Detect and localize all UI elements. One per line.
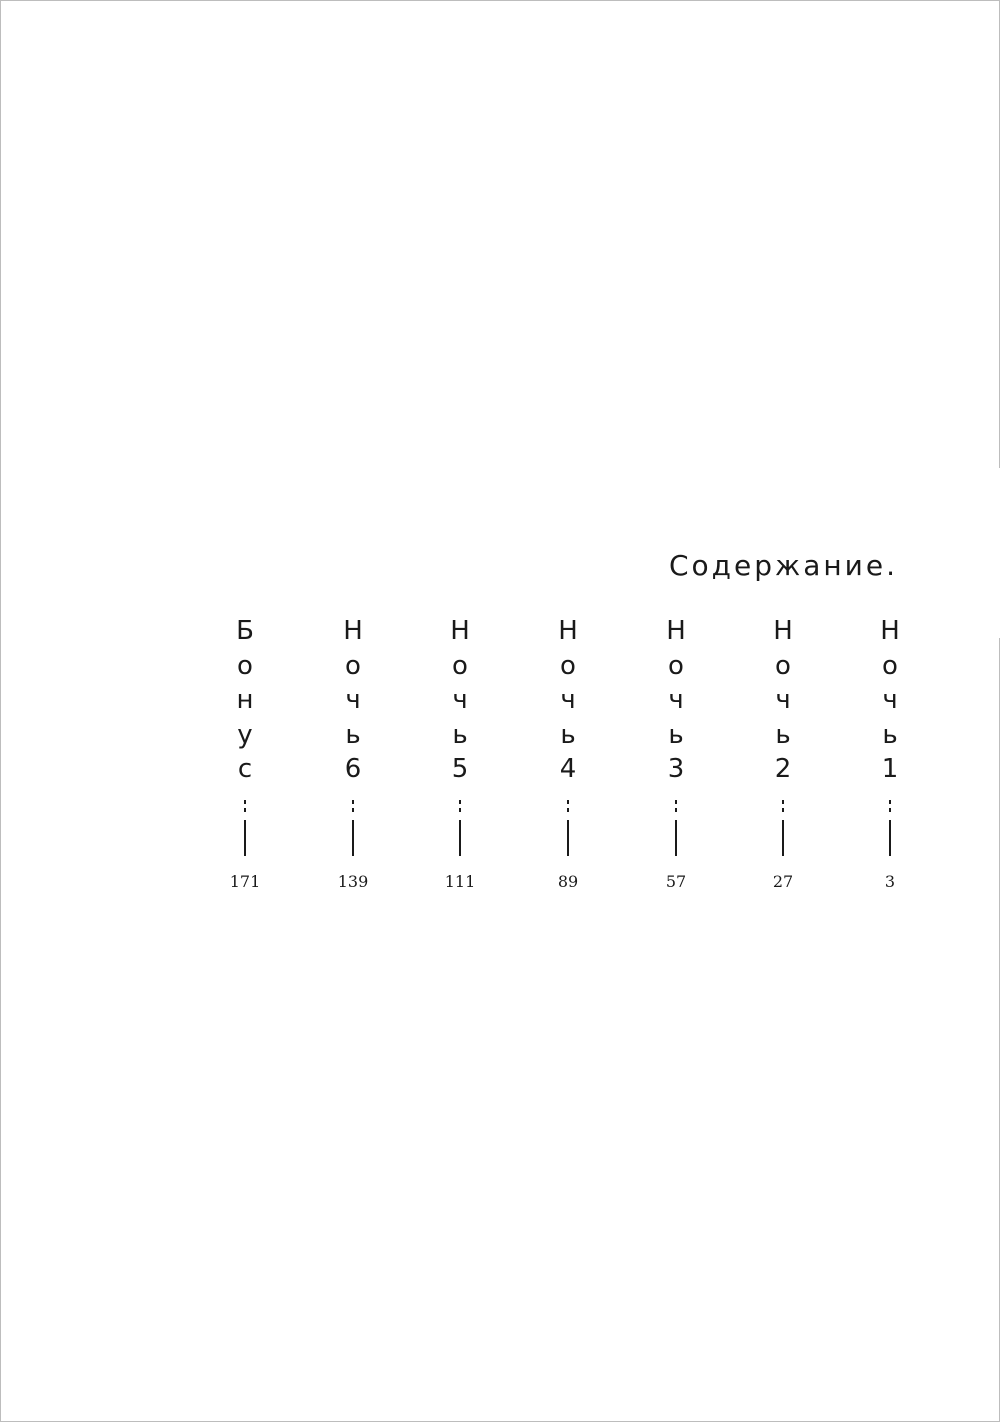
toc-leader <box>782 800 784 856</box>
toc-label-letter: у <box>237 719 253 750</box>
toc-label-letter: Н <box>450 616 470 646</box>
toc-label-letter: 2 <box>774 754 792 784</box>
toc-label-letter: о <box>882 650 898 681</box>
toc-label-letter: 6 <box>344 754 362 784</box>
toc-label-letter: Н <box>773 616 793 646</box>
toc-label-letter: Н <box>343 616 363 646</box>
toc-label-letter: 1 <box>881 754 899 784</box>
toc-entry-label <box>343 614 363 787</box>
toc-entry-label <box>558 614 578 787</box>
toc-leader <box>352 800 354 856</box>
toc-entry-label <box>773 614 793 787</box>
toc-label-letter: 3 <box>667 754 685 784</box>
toc-leader <box>889 800 891 856</box>
toc-page-number: 57 <box>665 872 687 891</box>
toc-label-letter: ч <box>882 685 898 715</box>
toc-label-letter: ь <box>668 719 684 750</box>
toc-label-letter: ь <box>452 719 468 750</box>
toc-label-letter: Н <box>666 616 686 646</box>
toc-label-letter: о <box>560 650 576 681</box>
toc-label-letter: ь <box>345 719 361 750</box>
toc-label-letter: ь <box>882 719 898 750</box>
toc-label-letter: ь <box>775 719 791 750</box>
toc-label-letter: о <box>452 650 468 681</box>
toc-label-letter: 5 <box>451 754 469 784</box>
toc-entry-label <box>236 614 254 787</box>
toc-leader <box>459 800 461 856</box>
toc-page-number: 111 <box>444 872 476 891</box>
toc-label-letter: Б <box>236 616 254 646</box>
toc-label-letter: Н <box>880 616 900 646</box>
toc-page-number: 139 <box>337 872 369 891</box>
toc-label-letter: 4 <box>559 754 577 784</box>
toc-page-number: 27 <box>772 872 794 891</box>
toc-label-letter: с <box>237 754 253 784</box>
toc-entry-night-2[interactable] <box>753 614 813 891</box>
toc-label-letter: о <box>345 650 361 681</box>
toc-label-letter: ч <box>345 685 361 715</box>
toc-page-number: 171 <box>229 872 261 891</box>
toc-leader <box>244 800 246 856</box>
toc-leader <box>675 800 677 856</box>
toc-entry-label <box>880 614 900 787</box>
toc-label-letter: Н <box>558 616 578 646</box>
toc-label-letter: ч <box>452 685 468 715</box>
toc-entry-night-3[interactable] <box>646 614 706 891</box>
toc-label-letter: ч <box>668 685 684 715</box>
toc-label-letter: ч <box>560 685 576 715</box>
toc-label-letter: н <box>236 685 254 715</box>
toc-title: Содержание. <box>668 549 898 582</box>
toc-entry-bonus[interactable] <box>215 614 275 891</box>
toc-entry-night-1[interactable] <box>860 614 920 891</box>
toc-entry-label <box>666 614 686 787</box>
toc-page-number: 3 <box>884 872 896 891</box>
toc-entry-night-6[interactable] <box>323 614 383 891</box>
toc-label-letter: о <box>775 650 791 681</box>
toc-label-letter: ь <box>560 719 576 750</box>
toc-page-number: 89 <box>557 872 579 891</box>
toc-label-letter: ч <box>775 685 791 715</box>
toc-leader <box>567 800 569 856</box>
toc-entry-night-4[interactable] <box>538 614 598 891</box>
toc-entry-label <box>450 614 470 787</box>
toc-entry-night-5[interactable] <box>430 614 490 891</box>
toc-label-letter: о <box>237 650 253 681</box>
toc-label-letter: о <box>668 650 684 681</box>
